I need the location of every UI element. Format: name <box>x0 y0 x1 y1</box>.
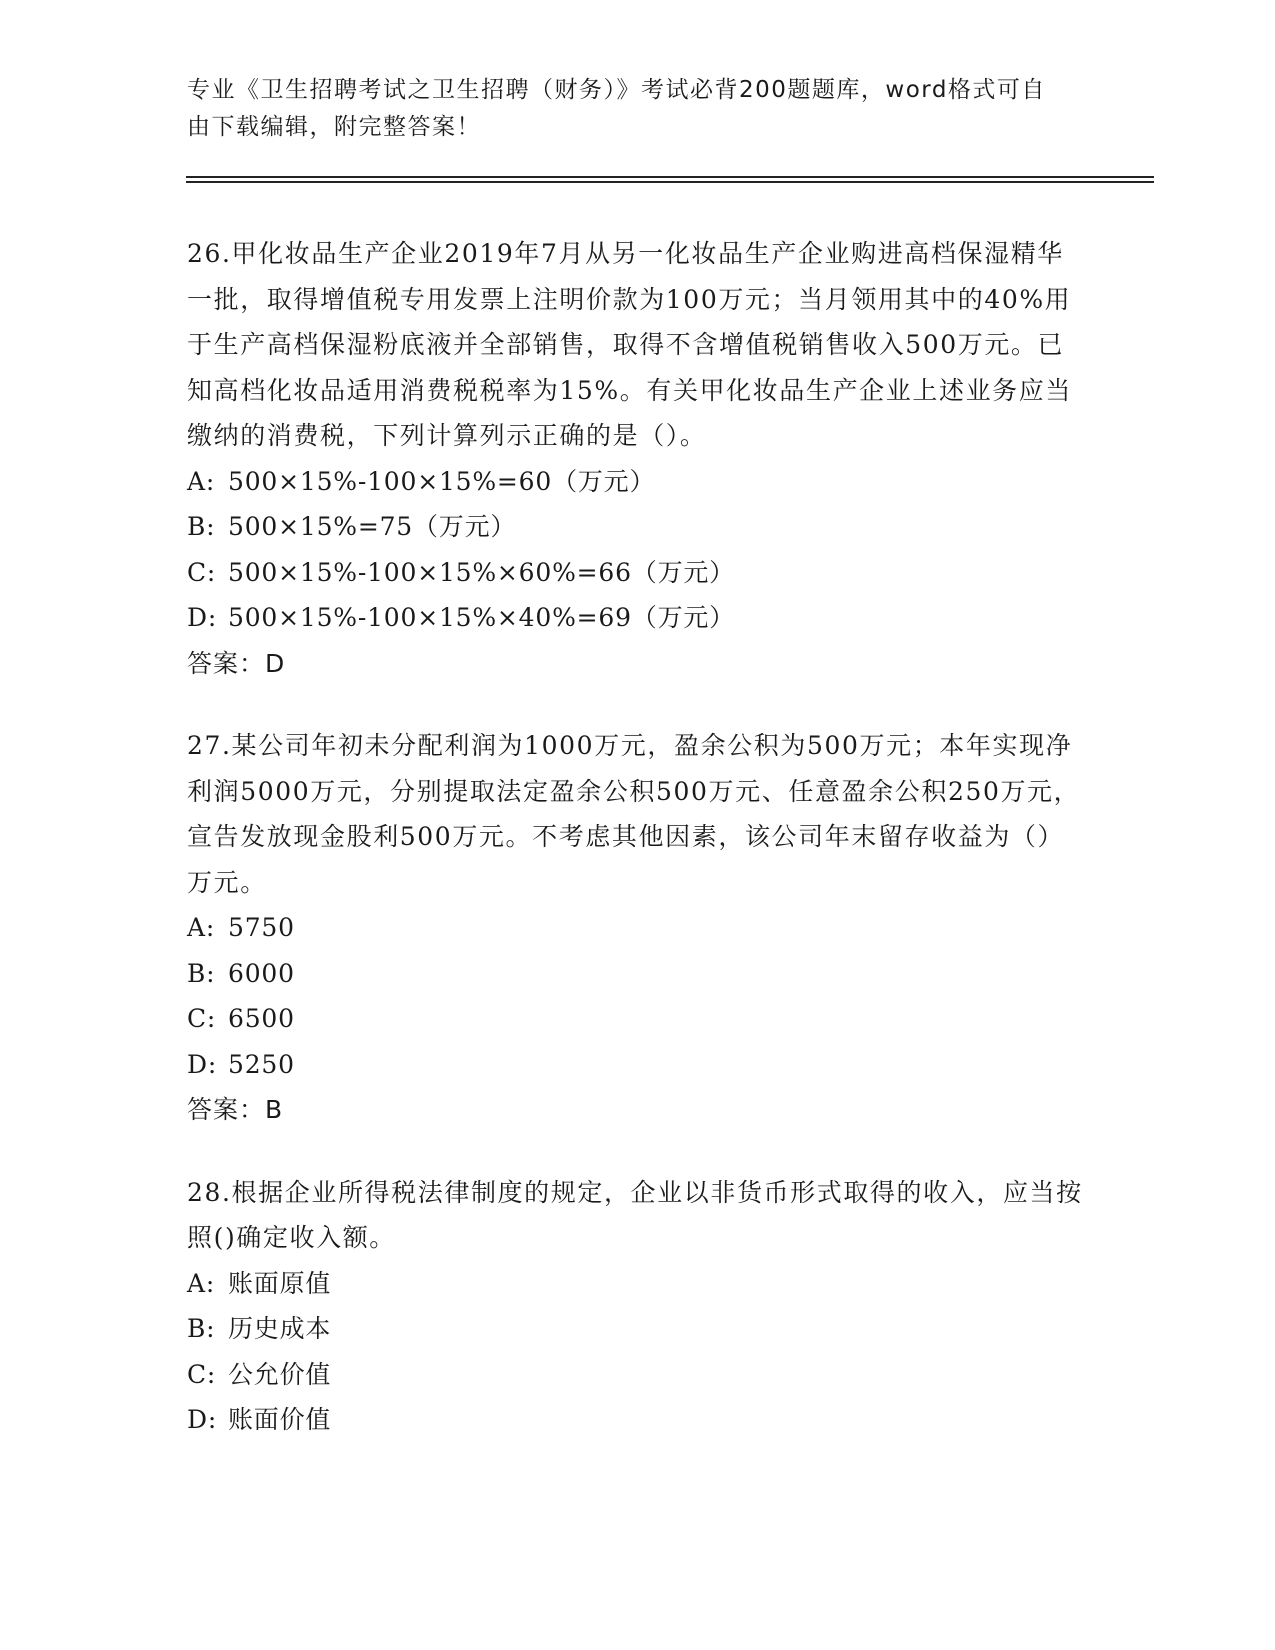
question-27 <box>187 723 1087 1133</box>
answer-line: 答案：D <box>187 648 286 678</box>
option-c <box>187 550 1087 596</box>
question-26 <box>187 231 1087 686</box>
option-text: 5750 <box>228 913 295 942</box>
option-text: 500×15%-100×15%×40%=69（万元） <box>228 603 735 632</box>
option-key: A: <box>187 913 216 942</box>
option-b <box>187 951 1087 997</box>
answer-line: 答案：B <box>187 1095 284 1124</box>
option-key: C: <box>187 557 217 587</box>
option-b <box>187 504 1087 550</box>
option-a <box>187 459 1087 505</box>
option-text: 500×15%-100×15%×60%=66（万元） <box>228 557 735 587</box>
option-key: D: <box>187 1049 218 1079</box>
question-28 <box>187 1170 1087 1443</box>
option-d <box>187 595 1087 641</box>
option-d <box>187 1042 1087 1088</box>
option-key: B: <box>187 1314 216 1343</box>
question-text: 26.甲化妆品生产企业2019年7月从另一化妆品生产企业购进高档保湿精华一批，取得增值税专用发票上注明价款为100万元；当月领用其中的40%用于生产高档保湿粉底液并全部销售，取得不含增值税销售收入500万元。已知高档化妆品适用消费税税率为15%。有关甲化妆品生产企业上述业务应当缴纳的消费税，下列计算列示正确的是（）。 <box>187 239 1072 450</box>
option-key: B: <box>187 958 216 988</box>
question-list <box>187 231 1087 1480</box>
option-a <box>187 1261 1087 1307</box>
option-key: A: <box>187 1268 216 1298</box>
option-a <box>187 905 1087 951</box>
question-text: 27.某公司年初未分配利润为1000万元，盈余公积为500万元；本年实现净利润5000万元，分别提取法定盈余公积500万元、任意盈余公积250万元，宣告发放现金股利500万元。不考虑其他因素，该公司年末留存收益为（）万元。 <box>187 731 1081 897</box>
option-text: 500×15%-100×15%=60（万元） <box>228 466 656 496</box>
option-text: 500×15%=75（万元） <box>228 512 517 541</box>
option-text: 账面原值 <box>228 1268 332 1298</box>
option-key: D: <box>187 603 218 632</box>
option-key: D: <box>187 1405 218 1434</box>
option-key: B: <box>187 512 216 541</box>
option-text: 5250 <box>228 1049 295 1079</box>
header-rule-bottom <box>186 181 1154 183</box>
option-text: 6000 <box>228 958 295 988</box>
option-text: 历史成本 <box>228 1314 332 1343</box>
option-b <box>187 1306 1087 1352</box>
option-key: A: <box>187 466 216 496</box>
option-text: 公允价值 <box>228 1359 332 1389</box>
header-rule-top <box>186 176 1154 178</box>
option-key: C: <box>187 1359 217 1389</box>
option-c <box>187 1352 1087 1398</box>
option-key: C: <box>187 1004 217 1033</box>
document-header: 专业《卫生招聘考试之卫生招聘（财务）》考试必背200题题库，word格式可自由下载编辑，附完整答案！ <box>187 77 1046 140</box>
option-c <box>187 996 1087 1042</box>
option-text: 6500 <box>228 1004 295 1033</box>
question-text: 28.根据企业所得税法律制度的规定，企业以非货币形式取得的收入，应当按照()确定收入额。 <box>187 1177 1083 1252</box>
option-text: 账面价值 <box>228 1405 332 1434</box>
option-d <box>187 1397 1087 1443</box>
